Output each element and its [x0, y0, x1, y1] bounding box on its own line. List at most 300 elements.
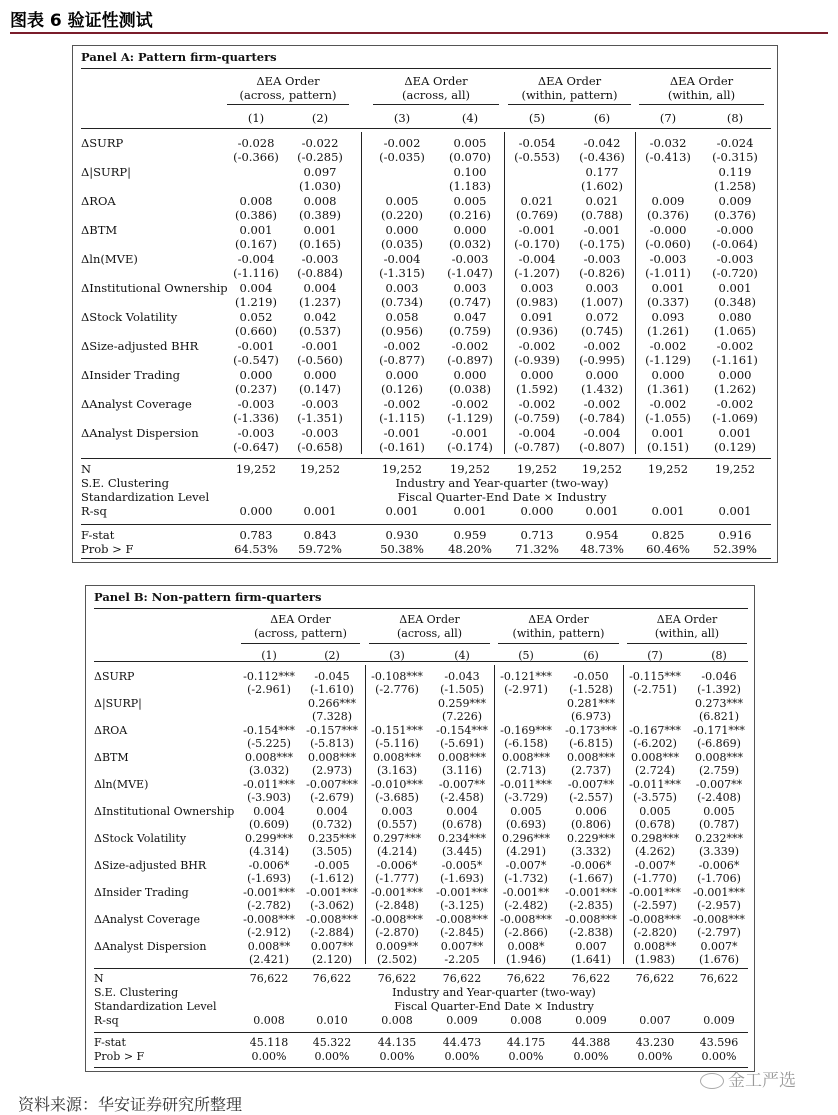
coefficient-cell: 0.080 [718, 310, 752, 324]
n-cell: 76,622 [377, 972, 417, 985]
row-label: ΔSURP [94, 670, 135, 683]
t-stat-cell: (-6.869) [697, 737, 741, 750]
t-stat-cell: (1.219) [235, 295, 277, 309]
watermark [700, 1066, 796, 1091]
t-stat-cell: (3.116) [441, 764, 483, 777]
watermark-text: 金工严选 [728, 1071, 796, 1091]
panel-title: Panel B: Non-pattern firm-quarters [94, 590, 322, 604]
coefficient-cell: -0.001 [451, 426, 489, 440]
horizontal-rule [81, 128, 771, 129]
rsq-cell: 0.009 [446, 1014, 478, 1027]
t-stat-cell: (-1.351) [297, 411, 343, 425]
t-stat-cell: (0.693) [505, 818, 547, 831]
prob-cell: 0.00% [251, 1050, 287, 1063]
coefficient-cell: 0.008 [239, 194, 273, 208]
t-stat-cell: (0.609) [248, 818, 290, 831]
n-cell: 76,622 [506, 972, 546, 985]
t-stat-cell: (1.641) [570, 953, 612, 966]
t-stat-cell: (-1.047) [447, 266, 493, 280]
coefficient-cell: 0.042 [303, 310, 337, 324]
n-cell: 19,252 [449, 462, 491, 476]
coefficient-cell: 0.001 [303, 223, 337, 237]
column-number: (3) [393, 111, 411, 125]
standardization-value: Fiscal Quarter-End Date × Industry [397, 490, 607, 504]
t-stat-cell: (0.032) [449, 237, 491, 251]
coefficient-cell: 0.119 [718, 165, 752, 179]
fstat-cell: 44.388 [571, 1036, 611, 1049]
t-stat-cell: (0.151) [647, 440, 689, 454]
coefficient-cell: 0.005 [510, 805, 542, 818]
t-stat-cell: (7.328) [311, 710, 353, 723]
coefficient-cell: -0.002 [649, 397, 687, 411]
coefficient-cell: -0.001 [583, 223, 621, 237]
coefficient-cell: 0.281*** [567, 697, 615, 710]
t-stat-cell: (-2.408) [697, 791, 741, 804]
t-stat-cell: (-1.505) [440, 683, 484, 696]
t-stat-cell: (0.806) [570, 818, 612, 831]
t-stat-cell: (2.759) [698, 764, 740, 777]
coefficient-cell: -0.121*** [500, 670, 552, 683]
rsq-cell: 0.001 [651, 504, 685, 518]
coefficient-cell: -0.007** [695, 778, 743, 791]
stat-label-clustering: S.E. Clustering [81, 476, 169, 490]
group-subtitle: (across, pattern) [239, 88, 337, 102]
group-header: ΔEA Order [537, 74, 602, 88]
group-underline [227, 104, 349, 105]
coefficient-cell: -0.008*** [371, 913, 423, 926]
prob-cell: 0.00% [314, 1050, 350, 1063]
n-cell: 19,252 [647, 462, 689, 476]
column-number: (7) [659, 111, 677, 125]
panel-title: Panel A: Pattern firm-quarters [81, 50, 277, 64]
column-number: (2) [324, 649, 340, 662]
coefficient-cell: -0.002 [451, 397, 489, 411]
t-stat-cell: (0.147) [299, 382, 341, 396]
prob-cell: 0.00% [379, 1050, 415, 1063]
coefficient-cell: -0.001*** [243, 886, 295, 899]
t-stat-cell: (2.737) [570, 764, 612, 777]
fstat-cell: 43.596 [699, 1036, 739, 1049]
t-stat-cell: (1.007) [581, 295, 623, 309]
t-stat-cell: (0.678) [441, 818, 483, 831]
coefficient-cell: 0.008 [303, 194, 337, 208]
group-subtitle: (within, all) [667, 88, 736, 102]
coefficient-cell: -0.008*** [693, 913, 745, 926]
t-stat-cell: (-0.897) [447, 353, 493, 367]
row-label: Δln(MVE) [81, 252, 138, 266]
stat-label-standardization: Standardization Level [94, 1000, 217, 1013]
prob-cell: 59.72% [298, 542, 342, 556]
t-stat-cell: (-5.225) [247, 737, 291, 750]
coefficient-cell: 0.004 [446, 805, 478, 818]
coefficient-cell: 0.008*** [373, 751, 421, 764]
coefficient-cell: 0.047 [453, 310, 487, 324]
coefficient-cell: -0.173*** [565, 724, 617, 737]
row-label: ΔSize-adjusted BHR [81, 339, 199, 353]
t-stat-cell: (-2.776) [375, 683, 419, 696]
t-stat-cell: (-0.553) [514, 150, 560, 164]
t-stat-cell: (-0.720) [712, 266, 758, 280]
t-stat-cell: (-0.064) [712, 237, 758, 251]
t-stat-cell: (-0.315) [712, 150, 758, 164]
group-underline [241, 643, 360, 644]
coefficient-cell: -0.002 [518, 339, 556, 353]
coefficient-cell: 0.003 [381, 805, 413, 818]
coefficient-cell: -0.045 [314, 670, 350, 683]
rsq-cell: 0.008 [510, 1014, 542, 1027]
coefficient-cell: -0.003 [301, 397, 339, 411]
coefficient-cell: 0.259*** [438, 697, 486, 710]
fstat-cell: 44.175 [506, 1036, 546, 1049]
coefficient-cell: 0.005 [385, 194, 419, 208]
t-stat-cell: (-3.903) [247, 791, 291, 804]
coefficient-cell: -0.001 [237, 339, 275, 353]
stat-label-rsq: R-sq [94, 1014, 119, 1027]
coefficient-cell: 0.000 [651, 368, 685, 382]
t-stat-cell: (-2.482) [504, 899, 548, 912]
t-stat-cell: (1.946) [505, 953, 547, 966]
coefficient-cell: 0.298*** [631, 832, 679, 845]
t-stat-cell: (-0.759) [514, 411, 560, 425]
coefficient-cell: 0.005 [703, 805, 735, 818]
t-stat-cell: (0.070) [449, 150, 491, 164]
prob-cell: 64.53% [234, 542, 278, 556]
prob-cell: 0.00% [701, 1050, 737, 1063]
coefficient-cell: -0.007* [634, 859, 676, 872]
t-stat-cell: (4.314) [248, 845, 290, 858]
horizontal-rule [94, 1067, 748, 1068]
t-stat-cell: (1.262) [714, 382, 756, 396]
row-label: ΔInstitutional Ownership [94, 805, 235, 818]
coefficient-cell: 0.021 [520, 194, 554, 208]
t-stat-cell: (-1.706) [697, 872, 741, 885]
coefficient-cell: 0.000 [385, 368, 419, 382]
t-stat-cell: (-2.971) [504, 683, 548, 696]
stat-label-fstat: F-stat [81, 528, 115, 542]
t-stat-cell: (3.163) [376, 764, 418, 777]
stat-label-n: N [94, 972, 104, 985]
coefficient-cell: 0.005 [453, 136, 487, 150]
coefficient-cell: 0.009 [651, 194, 685, 208]
stat-label-standardization: Standardization Level [81, 490, 210, 504]
coefficient-cell: 0.003 [453, 281, 487, 295]
coefficient-cell: -0.006* [376, 859, 418, 872]
panel-b [85, 585, 755, 1072]
t-stat-cell: -2.205 [444, 953, 480, 966]
coefficient-cell: 0.001 [718, 281, 752, 295]
coefficient-cell: 0.021 [585, 194, 619, 208]
coefficient-cell: -0.001*** [629, 886, 681, 899]
t-stat-cell: (-2.797) [697, 926, 741, 939]
group-header: ΔEA Order [270, 613, 331, 626]
column-number: (2) [311, 111, 329, 125]
t-stat-cell: (0.747) [449, 295, 491, 309]
coefficient-cell: -0.003 [451, 252, 489, 266]
coefficient-cell: -0.042 [583, 136, 621, 150]
horizontal-rule [81, 458, 771, 459]
coefficient-cell: -0.008*** [629, 913, 681, 926]
coefficient-cell: -0.005 [314, 859, 350, 872]
t-stat-cell: (-3.125) [440, 899, 484, 912]
t-stat-cell: (0.038) [449, 382, 491, 396]
coefficient-cell: -0.112*** [243, 670, 295, 683]
t-stat-cell: (-0.877) [379, 353, 425, 367]
coefficient-cell: 0.234*** [438, 832, 486, 845]
t-stat-cell: (0.983) [516, 295, 558, 309]
stat-label-prob: Prob > F [94, 1050, 145, 1063]
t-stat-cell: (3.505) [311, 845, 353, 858]
coefficient-cell: -0.050 [573, 670, 609, 683]
prob-cell: 48.73% [580, 542, 624, 556]
coefficient-cell: 0.235*** [308, 832, 356, 845]
coefficient-cell: -0.154*** [436, 724, 488, 737]
t-stat-cell: (-2.848) [375, 899, 419, 912]
row-label: ΔROA [94, 724, 128, 737]
coefficient-cell: -0.006* [698, 859, 740, 872]
group-header: ΔEA Order [528, 613, 589, 626]
group-header: ΔEA Order [656, 613, 718, 626]
coefficient-cell: 0.000 [303, 368, 337, 382]
t-stat-cell: (-1.011) [645, 266, 691, 280]
t-stat-cell: (-1.392) [697, 683, 741, 696]
column-number: (5) [518, 649, 534, 662]
fstat-cell: 0.825 [651, 528, 685, 542]
rsq-cell: 0.009 [703, 1014, 735, 1027]
t-stat-cell: (2.973) [311, 764, 353, 777]
t-stat-cell: (4.214) [376, 845, 418, 858]
row-label: Δ|SURP| [81, 165, 132, 179]
rsq-cell: 0.001 [453, 504, 487, 518]
source-note: 资料来源：华安证券研究所整理 [18, 1095, 243, 1114]
t-stat-cell: (-0.366) [233, 150, 279, 164]
t-stat-cell: (1.258) [714, 179, 756, 193]
t-stat-cell: (2.713) [505, 764, 547, 777]
t-stat-cell: (0.769) [516, 208, 558, 222]
coefficient-cell: -0.008*** [243, 913, 295, 926]
coefficient-cell: 0.001 [239, 223, 273, 237]
coefficient-cell: 0.003 [385, 281, 419, 295]
coefficient-cell: -0.011*** [629, 778, 681, 791]
coefficient-cell: 0.000 [453, 368, 487, 382]
t-stat-cell: (6.821) [698, 710, 740, 723]
clustering-value: Industry and Year-quarter (two-way) [395, 476, 609, 490]
horizontal-rule [81, 524, 771, 525]
rsq-cell: 0.001 [303, 504, 337, 518]
t-stat-cell: (-2.557) [569, 791, 613, 804]
t-stat-cell: (-1.129) [645, 353, 691, 367]
rsq-cell: 0.010 [316, 1014, 348, 1027]
t-stat-cell: (-0.658) [297, 440, 343, 454]
rsq-cell: 0.009 [575, 1014, 607, 1027]
column-number: (8) [726, 111, 744, 125]
coefficient-cell: -0.001*** [565, 886, 617, 899]
coefficient-cell: -0.004 [518, 252, 556, 266]
t-stat-cell: (0.376) [647, 208, 689, 222]
coefficient-cell: -0.003 [237, 426, 275, 440]
horizontal-rule [81, 558, 771, 559]
t-stat-cell: (-0.060) [645, 237, 691, 251]
coefficient-cell: 0.005 [453, 194, 487, 208]
coefficient-cell: -0.004 [583, 426, 621, 440]
n-cell: 76,622 [312, 972, 352, 985]
t-stat-cell: (1.592) [516, 382, 558, 396]
coefficient-cell: 0.232*** [695, 832, 743, 845]
t-stat-cell: (4.291) [505, 845, 547, 858]
group-subtitle: (across, pattern) [254, 627, 347, 640]
column-number: (7) [647, 649, 663, 662]
standardization-value: Fiscal Quarter-End Date × Industry [394, 1000, 594, 1013]
coefficient-cell: -0.002 [649, 339, 687, 353]
coefficient-cell: 0.097 [303, 165, 337, 179]
group-underline [498, 643, 619, 644]
t-stat-cell: (-6.202) [633, 737, 677, 750]
t-stat-cell: (-0.285) [297, 150, 343, 164]
coefficient-cell: -0.167*** [629, 724, 681, 737]
t-stat-cell: (0.220) [381, 208, 423, 222]
coefficient-cell: -0.046 [701, 670, 737, 683]
t-stat-cell: (-2.957) [697, 899, 741, 912]
column-number: (6) [593, 111, 611, 125]
coefficient-cell: 0.009 [718, 194, 752, 208]
coefficient-cell: -0.008*** [500, 913, 552, 926]
t-stat-cell: (-1.161) [712, 353, 758, 367]
column-number: (5) [528, 111, 546, 125]
t-stat-cell: (-3.729) [504, 791, 548, 804]
coefficient-cell: 0.000 [718, 368, 752, 382]
group-header: ΔEA Order [669, 74, 734, 88]
t-stat-cell: (-2.961) [247, 683, 291, 696]
n-cell: 19,252 [235, 462, 277, 476]
group-underline [373, 104, 499, 105]
coefficient-cell: 0.004 [253, 805, 285, 818]
t-stat-cell: (2.421) [248, 953, 290, 966]
coefficient-cell: 0.008*** [245, 751, 293, 764]
rsq-cell: 0.000 [239, 504, 273, 518]
t-stat-cell: (1.602) [581, 179, 623, 193]
coefficient-cell: -0.008*** [436, 913, 488, 926]
row-label: Δ|SURP| [94, 697, 142, 710]
t-stat-cell: (-0.560) [297, 353, 343, 367]
coefficient-cell: -0.001*** [693, 886, 745, 899]
coefficient-cell: 0.266*** [308, 697, 356, 710]
coefficient-cell: 0.273*** [695, 697, 743, 710]
t-stat-cell: (-2.884) [310, 926, 354, 939]
t-stat-cell: (-0.884) [297, 266, 343, 280]
coefficient-cell: -0.006* [248, 859, 290, 872]
t-stat-cell: (-6.815) [569, 737, 613, 750]
group-subtitle: (within, pattern) [521, 88, 618, 102]
t-stat-cell: (0.167) [235, 237, 277, 251]
coefficient-cell: -0.001 [518, 223, 556, 237]
t-stat-cell: (-6.158) [504, 737, 548, 750]
prob-cell: 52.39% [713, 542, 757, 556]
coefficient-cell: -0.001 [301, 339, 339, 353]
coefficient-cell: -0.004 [237, 252, 275, 266]
t-stat-cell: (-2.782) [247, 899, 291, 912]
t-stat-cell: (-0.413) [645, 150, 691, 164]
t-stat-cell: (1.183) [449, 179, 491, 193]
t-stat-cell: (-2.845) [440, 926, 484, 939]
coefficient-cell: 0.000 [520, 368, 554, 382]
t-stat-cell: (-2.820) [633, 926, 677, 939]
coefficient-cell: 0.091 [520, 310, 554, 324]
t-stat-cell: (2.120) [311, 953, 353, 966]
coefficient-cell: 0.058 [385, 310, 419, 324]
t-stat-cell: (-1.693) [440, 872, 484, 885]
t-stat-cell: (0.386) [235, 208, 277, 222]
coefficient-cell: -0.002 [716, 397, 754, 411]
fstat-cell: 0.954 [585, 528, 619, 542]
t-stat-cell: (1.065) [714, 324, 756, 338]
coefficient-cell: 0.001 [718, 426, 752, 440]
t-stat-cell: (0.678) [634, 818, 676, 831]
coefficient-cell: -0.171*** [693, 724, 745, 737]
prob-cell: 60.46% [646, 542, 690, 556]
coefficient-cell: -0.002 [451, 339, 489, 353]
row-label: ΔAnalyst Coverage [81, 397, 192, 411]
row-label: ΔAnalyst Dispersion [81, 426, 199, 440]
coefficient-cell: -0.011*** [243, 778, 295, 791]
group-underline [627, 643, 747, 644]
figure-title: 图表 6 验证性测试 [10, 11, 153, 31]
coefficient-cell: 0.008*** [308, 751, 356, 764]
stat-label-prob: Prob > F [81, 542, 134, 556]
t-stat-cell: (-2.866) [504, 926, 548, 939]
coefficient-cell: 0.008*** [502, 751, 550, 764]
t-stat-cell: (0.389) [299, 208, 341, 222]
prob-cell: 71.32% [515, 542, 559, 556]
t-stat-cell: (0.732) [311, 818, 353, 831]
coefficient-cell: -0.157*** [306, 724, 358, 737]
panel-a [72, 45, 778, 563]
row-label: ΔBTM [94, 751, 129, 764]
stat-label-rsq: R-sq [81, 504, 107, 518]
coefficient-cell: -0.151*** [371, 724, 423, 737]
prob-cell: 48.20% [448, 542, 492, 556]
n-cell: 76,622 [699, 972, 739, 985]
coefficient-cell: 0.001 [651, 281, 685, 295]
t-stat-cell: (0.337) [647, 295, 689, 309]
t-stat-cell: (0.165) [299, 237, 341, 251]
fstat-cell: 43.230 [635, 1036, 675, 1049]
coefficient-cell: 0.007** [440, 940, 484, 953]
t-stat-cell: (3.339) [698, 845, 740, 858]
t-stat-cell: (-3.062) [310, 899, 354, 912]
t-stat-cell: (-5.813) [310, 737, 354, 750]
column-number: (8) [711, 649, 727, 662]
fstat-cell: 0.843 [303, 528, 337, 542]
n-cell: 19,252 [381, 462, 423, 476]
coefficient-cell: 0.003 [585, 281, 619, 295]
t-stat-cell: (0.376) [714, 208, 756, 222]
row-label: ΔInsider Trading [81, 368, 180, 382]
t-stat-cell: (0.537) [299, 324, 341, 338]
fstat-cell: 44.473 [442, 1036, 482, 1049]
group-subtitle: (across, all) [396, 627, 463, 640]
coefficient-cell: 0.007** [310, 940, 354, 953]
t-stat-cell: (-2.458) [440, 791, 484, 804]
row-label: ΔInstitutional Ownership [81, 281, 228, 295]
t-stat-cell: (-5.116) [375, 737, 419, 750]
coefficient-cell: -0.001*** [371, 886, 423, 899]
rsq-cell: 0.001 [585, 504, 619, 518]
coefficient-cell: -0.007** [567, 778, 615, 791]
group-underline [639, 104, 764, 105]
fstat-cell: 0.959 [453, 528, 487, 542]
t-stat-cell: (-0.175) [579, 237, 625, 251]
t-stat-cell: (-0.787) [514, 440, 560, 454]
t-stat-cell: (-1.129) [447, 411, 493, 425]
